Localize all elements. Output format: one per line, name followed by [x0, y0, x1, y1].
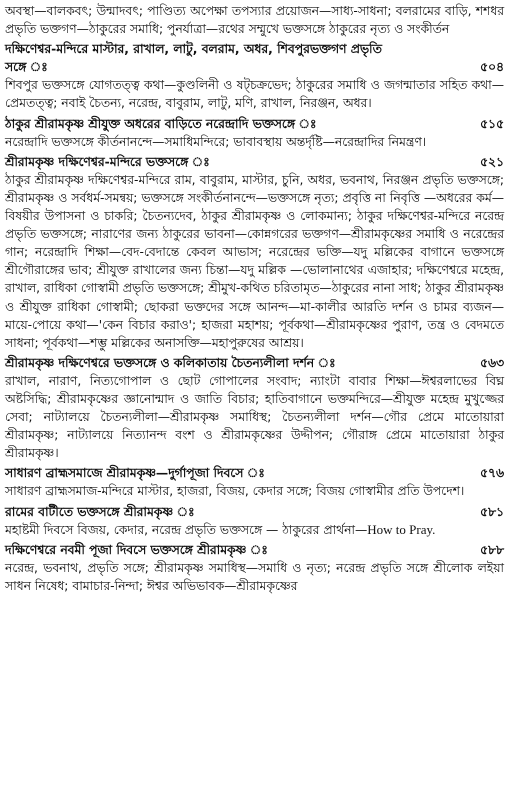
- chapter-summary: অবস্থা—বালকবৎ; উন্মাদবৎ; পাণ্ডিত্য অপেক্ষা তপস্যার প্রয়োজন—সাধ্য-সাধনা; বলরামের বাড়ি, শশধর প্রভৃতি ভক্তগণ—ঠাকুরের সমাধি; পুনর্যাত্রা—রথের সম্মুখে ভক্তসঙ্গে ঠাকুরের নৃত্য ও সংকীর্তন: [5, 4, 504, 37]
- page-number: ৫৮১: [480, 504, 504, 519]
- chapter-summary: ঠাকুর শ্রীরামকৃষ্ণ দক্ষিণেশ্বর-মন্দিরে রাম, বাবুরাম, মাস্টার, চুনি, অধর, ভবনাথ, নিরঞ্জন প্রভৃতি ভক্তসঙ্গে; শ্রীরামকৃষ্ণ ও সর্বধর্ম-সমন্বয়; ভক্তসঙ্গে সংকীর্তনানন্দে—ভক্তসঙ্গে নৃত্য; প্রবৃত্তি না নিবৃত্তি —অধরের কর্ম—বিষয়ীর উপাসনা ও চাকরি; চৈতন্যদেব, ঠাকুর শ্রীরামকৃষ্ণ ও লোকমান্য; ঠাকুর দক্ষিণেশ্বর-মন্দিরে নরেন্দ্র প্রভৃতি ভক্তসঙ্গে; নারাণের জন্য ঠাকুরের ভাবনা—কোন্নগরের ভক্তগণ—শ্রীরামকৃষ্ণের সমাধি ও নরেন্দ্রের গান; নরেন্দ্রাদি শিক্ষা—বেদ-বেদান্তে কেবল আভাস; নরেন্দ্রের ভক্তি—যদু মল্লিকের বাগানে ভক্তসঙ্গে শ্রীগৌরাঙ্গের ভাব; শ্রীযুক্ত রাখালের জন্য চিন্তা—যদু মল্লিক —ভোলানাথের এজাহার; দক্ষিণেশ্বরে মহেন্দ্র, রাখাল, রাধিকা গোস্বামী প্রভৃতি ভক্তসঙ্গে; শ্রীমুখ-কথিত চরিতামৃত—ঠাকুরের নানা সাধ; ঠাকুর শ্রীরামকৃষ্ণ ও শ্রীযুক্ত রাধিকা গোস্বামী; ছোকরা ভক্তদের সঙ্গে আনন্দ—মা-কালীর আরতি দর্শন ও চামর ব্যজন—মায়ে-পোয়ে কথা—'কেন বিচার করাও'; হাজরা মহাশয়; পূর্বকথা—শ্রীরামকৃষ্ণের পুরাণ, তন্ত্র ও বেদমতে সাধনা; পূর্বকথা—শম্ভু মল্লিকের অনাসক্তি—মহাপুরুষের আশ্রয়।: [5, 172, 504, 350]
- page-number: ৫২১: [480, 154, 504, 169]
- summary-text: মহাষ্টমী দিবসে বিজয়, কেদার, নরেন্দ্র প্রভৃতি ভক্তসঙ্গে — ঠাকুরের প্রার্থনা—: [5, 522, 368, 537]
- chapter-title: দক্ষিণেশ্বর-মন্দিরে মাস্টার, রাখাল, লাটু, বলরাম, অধর, শিবপুরভক্তগণ প্রভৃতি: [5, 42, 382, 57]
- chapter-heading: [5, 153, 504, 171]
- chapter-title: রামের বাটীতে ভক্তসঙ্গে শ্রীরামকৃষ্ণ ঃ: [5, 504, 195, 519]
- page-number: ৫৮৮: [480, 542, 504, 557]
- chapter-title: দক্ষিণেশ্বরে নবমী পূজা দিবসে ভক্তসঙ্গে শ্রীরামকৃষ্ণ ঃ: [5, 542, 268, 557]
- chapter-title-continued: সঙ্গে ঃ: [5, 60, 48, 75]
- chapter-title-row: [5, 58, 504, 76]
- chapter-summary: সাধারণ ব্রাহ্মসমাজ-মন্দিরে মাস্টার, হাজরা, বিজয়, কেদার সঙ্গে; বিজয় গোস্বামীর প্রতি উপদেশ।: [5, 484, 465, 499]
- chapter-summary: নরেন্দ্রাদি ভক্তসঙ্গে কীর্তনানন্দে—সমাধিমন্দিরে; ভাবাবস্থায় অন্তর্দৃষ্টি—নরেন্দ্রাদির নিমন্ত্রণ।: [5, 134, 427, 149]
- summary-english-text: How to Pray.: [367, 521, 436, 537]
- chapter-heading: [5, 115, 504, 133]
- chapter-summary: রাখাল, নারাণ, নিত্যগোপাল ও ছোট গোপালের সংবাদ; ন্যাংটা বাবার শিক্ষা—ঈশ্বরলাভের বিঘ্ন অষ্টসিদ্ধি; শ্রীরামকৃষ্ণের জ্ঞানোন্মাদ ও জাতি বিচার; হাতিবাগানে ভক্তমন্দিরে—শ্রীযুক্ত মহেন্দ্র মুখুজ্জের সেবা; নাট্যালয়ে চৈতন্যলীলা—শ্রীরামকৃষ্ণ সমাধিস্থ; চৈতন্যলীলা দর্শন—গৌর প্রেমে মাতোয়ারা শ্রীরামকৃষ্ণ; নাট্যালয়ে নিত্যানন্দ বংশ ও শ্রীরামকৃষ্ণের উদ্দীপন; গৌরাঙ্গ প্রেমে মাতোয়ারা ঠাকুর শ্রীরামকৃষ্ণ।: [5, 373, 504, 461]
- chapter-summary: শিবপুর ভক্তসঙ্গে যোগতত্ত্ব কথা—কুণ্ডলিনী ও ষট্চক্রভেদ; ঠাকুরের সমাধি ও জগন্মাতার সহিত কথা—প্রেমতত্ত্ব; নবাই চৈতন্য, নরেন্দ্র, বাবুরাম, লাটু, মণি, রাখাল, নিরঞ্জন, অধর।: [5, 78, 504, 111]
- chapter-summary: নরেন্দ্র, ভবনাথ, প্রভৃতি সঙ্গে; শ্রীরামকৃষ্ণ সমাধিস্থ—সমাধি ও নৃত্য; নরেন্দ্র প্রভৃতি সঙ্গে শ্রীলোক লইয়া সাধন নিষেধ; বামাচার-নিন্দা; ঈশ্বর অভিভাবক—শ্রীরামকৃষ্ণের: [5, 560, 504, 593]
- chapter-title: ঠাকুর শ্রীরামকৃষ্ণ শ্রীযুক্ত অধরের বাড়িতে নরেন্দ্রাদি ভক্তসঙ্গে ঃ: [5, 116, 317, 131]
- chapter-title: সাধারণ ব্রাহ্মসমাজে শ্রীরামকৃষ্ণ—দুর্গাপূজা দিবসে ঃ: [5, 466, 265, 481]
- chapter-heading: [5, 40, 504, 76]
- chapter-heading: [5, 464, 504, 482]
- page-number: ৫৭৬: [480, 466, 504, 481]
- chapter-title: শ্রীরামকৃষ্ণ দক্ষিণেশ্বরে ভক্তসঙ্গে ও কলিকাতায় চৈতন্যলীলা দর্শন ঃ: [5, 355, 336, 370]
- chapter-heading: [5, 541, 504, 559]
- chapter-heading: [5, 354, 504, 372]
- chapter-title: শ্রীরামকৃষ্ণ দক্ষিণেশ্বর-মন্দিরে ভক্তসঙ্গে ঃ: [5, 154, 210, 169]
- chapter-heading: [5, 503, 504, 521]
- page-number: ৫৬৩: [480, 355, 504, 370]
- page-number: ৫০৪: [480, 60, 504, 75]
- chapter-summary: [5, 521, 504, 539]
- page-number: ৫১৫: [480, 116, 504, 131]
